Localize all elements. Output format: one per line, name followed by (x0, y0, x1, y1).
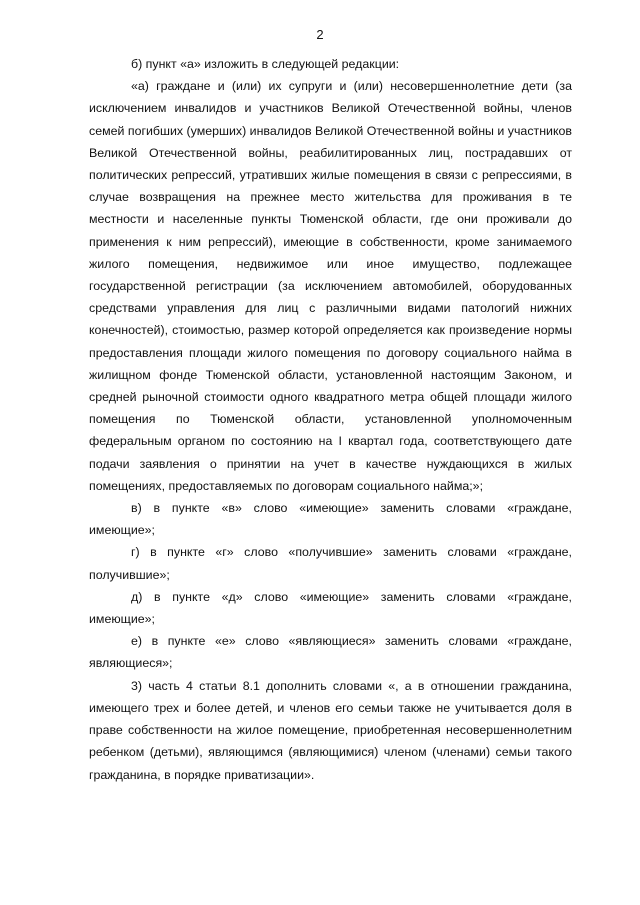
paragraph-point-g: г) в пункте «г» слово «получившие» заменить словами «граждане, получившие»; (89, 545, 572, 582)
paragraph-article-8-1: 3) часть 4 статьи 8.1 дополнить словами «, а в отношении гражданина, имеющего трех и более детей, и членов его семьи также не учитывается доля в праве собственности на жилое помещение, приобретенная несовершеннолетним ребенком (детьми), являющимся (являющимися) членом (членами) семьи такого гражданина, в порядке приватизации». (89, 678, 572, 782)
page-number: 2 (316, 27, 324, 42)
paragraph-amend-point-a: б) пункт «а» изложить в следующей редакции: (131, 57, 400, 71)
document-body (89, 53, 572, 786)
paragraph-point-d: д) в пункте «д» слово «имеющие» заменить словами «граждане, имеющие»; (89, 589, 572, 627)
paragraph-point-v: в) в пункте «в» слово «имеющие» заменить словами «граждане, имеющие»; (89, 501, 572, 538)
paragraph-point-e: е) в пункте «е» слово «являющиеся» заменить словами «граждане, являющиеся»; (89, 634, 572, 671)
paragraph-point-a-text: «а) граждане и (или) их супруги и (или) несовершеннолетние дети (за исключением инвалидов и участников Великой Отечественной войны, членов семей погибших (умерших) инвалидов Великой Отечественной войны и участников Великой Отечественной войны, реабилитированных лиц, пострадавших от политических репрессий, утративших жилые помещения в связи с репрессиями, в случае возвращения на прежнее место жительства для проживания в те местности и населенные пункты Тюменской области, где они проживали до применения к ним репрессий), имеющие в собственности, кроме занимаемого жилого помещения, недвижимое или иное имущество, подлежащее государственной регистрации (за исключением автомобилей, оборудованных средствами управления для лиц с различными видами патологий нижних конечностей), стоимостью, размер которой определяется как произведение нормы предоставления площади жилого помещения по договору социального найма в жилищном фонде Тюменской области, установленной настоящим Законом, и средней рыночной стоимости одного квадратного метра общей площади жилого помещения по Тюменской области, установленной уполномоченным федеральным органом по состоянию на I квартал года, соответствующего дате подачи заявления о принятии на учет в качестве нуждающихся в жилых помещениях, предоставляемых по договорам социального найма;»; (89, 79, 572, 493)
